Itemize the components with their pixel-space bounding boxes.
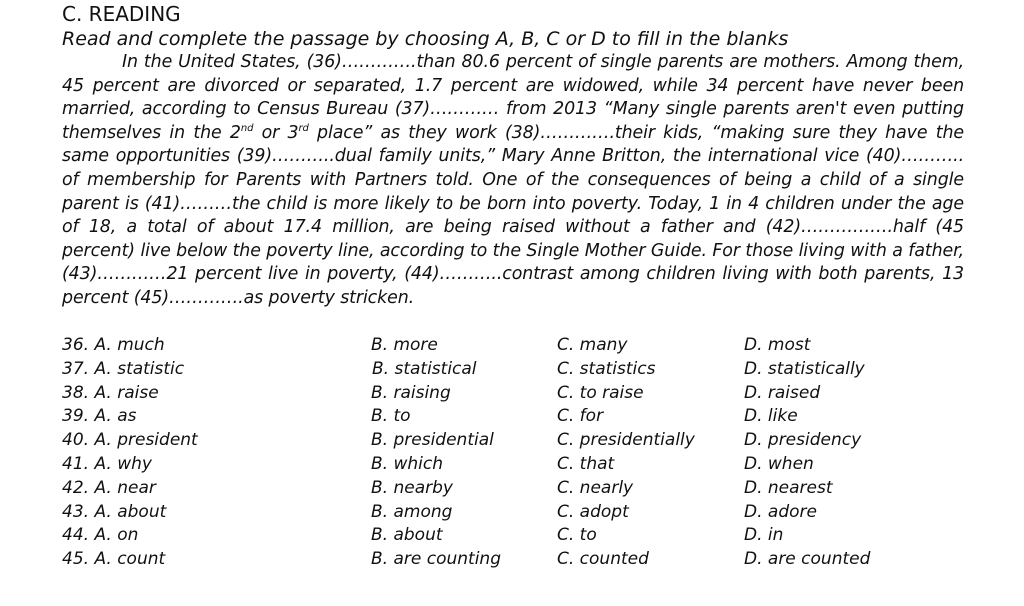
question-number: 42. bbox=[62, 477, 90, 498]
option-a: A. why bbox=[94, 453, 152, 474]
option-a: A. about bbox=[94, 501, 167, 522]
option-a: A. as bbox=[94, 406, 137, 427]
question-38-option-d: D. raised bbox=[744, 382, 821, 403]
question-row-43 bbox=[62, 501, 962, 525]
question-number: 41. bbox=[62, 453, 90, 474]
option-a: A. on bbox=[94, 525, 139, 546]
question-row-41 bbox=[62, 453, 962, 477]
question-45-option-c: C. counted bbox=[557, 549, 649, 570]
question-36-option-a bbox=[62, 334, 165, 358]
option-a: A. raise bbox=[94, 382, 159, 403]
question-number: 45. bbox=[62, 549, 90, 570]
question-number: 43. bbox=[62, 501, 90, 522]
question-43-option-b: B. among bbox=[371, 501, 453, 522]
question-row-44 bbox=[62, 524, 962, 548]
question-38-option-b: B. raising bbox=[371, 382, 451, 403]
question-37-option-d: D. statistically bbox=[744, 358, 865, 379]
question-44-option-c: C. to bbox=[557, 525, 597, 546]
question-43-option-c: C. adopt bbox=[557, 501, 629, 522]
question-row-39 bbox=[62, 405, 962, 429]
question-37-option-c: C. statistics bbox=[557, 358, 656, 379]
question-row-38 bbox=[62, 382, 962, 406]
question-44-option-b: B. about bbox=[371, 525, 443, 546]
question-43-option-d: D. adore bbox=[744, 501, 817, 522]
section-title: C. READING bbox=[62, 2, 181, 26]
question-43-option-a bbox=[62, 501, 166, 525]
question-row-40 bbox=[62, 429, 962, 453]
reading-passage bbox=[62, 51, 964, 311]
question-36-option-d: D. most bbox=[744, 335, 811, 355]
question-number: 37. bbox=[62, 358, 90, 379]
option-a: A. statistic bbox=[94, 358, 185, 379]
question-41-option-b: B. which bbox=[371, 453, 443, 474]
instruction-text: Read and complete the passage by choosing A, B, C or D to fill in the blanks bbox=[62, 28, 789, 50]
question-row-42 bbox=[62, 477, 962, 501]
question-38-option-a bbox=[62, 382, 159, 406]
question-number: 38. bbox=[62, 382, 90, 403]
question-44-option-d: D. in bbox=[744, 525, 784, 546]
question-38-option-c: C. to raise bbox=[557, 382, 644, 403]
question-39-option-c: C. for bbox=[557, 406, 604, 427]
question-45-option-a bbox=[62, 548, 165, 572]
answer-options bbox=[62, 334, 962, 572]
superscript-rd: rd bbox=[298, 122, 309, 134]
question-37-option-b: B. statistical bbox=[372, 358, 477, 379]
question-44-option-a bbox=[62, 524, 138, 548]
question-42-option-d: D. nearest bbox=[744, 477, 833, 498]
superscript-nd: nd bbox=[240, 122, 254, 134]
option-a: A. much bbox=[94, 335, 165, 355]
question-42-option-b: B. nearby bbox=[371, 477, 453, 498]
question-45-option-b: B. are counting bbox=[371, 549, 501, 570]
question-36-option-b: B. more bbox=[371, 335, 438, 355]
question-41-option-d: D. when bbox=[744, 453, 814, 474]
passage-text-part-3: place” as they work (38)………….their kids, “making sure they have the same opportunities (39)………..dual family units,” Mary Anne Britton, the international vice (40)……….. of membership for Parents with Partners told. One of the consequences of being a child of a single parent is (41)………the child is more likely to be born into poverty. Today, 1 in 4 children under the age of 18, a total of about 17.4 million, are being raised without a father and (42)…………….half (45 percent) live below the poverty line, according to the Single Mother Guide. For those living with a father, (43)…………21 percent live in poverty, (44)………..contrast among children living with both parents, 13 percent (45)………….as poverty stricken. bbox=[62, 122, 964, 308]
question-row-36 bbox=[62, 334, 962, 358]
question-number: 40. bbox=[62, 430, 90, 451]
question-number: 44. bbox=[62, 525, 90, 546]
question-40-option-a bbox=[62, 429, 198, 453]
question-42-option-c: C. nearly bbox=[557, 477, 634, 498]
question-41-option-a bbox=[62, 453, 152, 477]
question-39-option-d: D. like bbox=[744, 406, 798, 427]
question-40-option-c: C. presidentially bbox=[557, 430, 695, 451]
passage-paragraph bbox=[62, 51, 964, 311]
option-a: A. count bbox=[94, 549, 166, 570]
question-40-option-d: D. presidency bbox=[744, 430, 862, 451]
question-number: 39. bbox=[62, 406, 90, 427]
question-36-option-c: C. many bbox=[557, 335, 628, 355]
option-a: A. president bbox=[94, 430, 198, 451]
question-45-option-d: D. are counted bbox=[744, 549, 871, 570]
passage-text-part-2: or 3 bbox=[253, 122, 299, 143]
question-39-option-a bbox=[62, 405, 136, 429]
question-number: 36. bbox=[62, 335, 90, 355]
option-a: A. near bbox=[94, 477, 156, 498]
question-42-option-a bbox=[62, 477, 156, 501]
passage-text-part-1: In the United States, (36)………….than 80.6 percent of single parents are mothers. Among them, 45 percent are divorced or separated, 1.7 percent are widowed, while 34 percent have never been married, according to Census Bureau (37)………… from 2013 “Many single parents aren't even putting themselves in the 2 bbox=[62, 52, 964, 143]
question-row-37 bbox=[62, 358, 962, 382]
question-41-option-c: C. that bbox=[557, 453, 615, 474]
question-40-option-b: B. presidential bbox=[371, 430, 494, 451]
question-row-45 bbox=[62, 548, 962, 572]
question-39-option-b: B. to bbox=[371, 406, 411, 427]
question-37-option-a bbox=[62, 358, 184, 382]
